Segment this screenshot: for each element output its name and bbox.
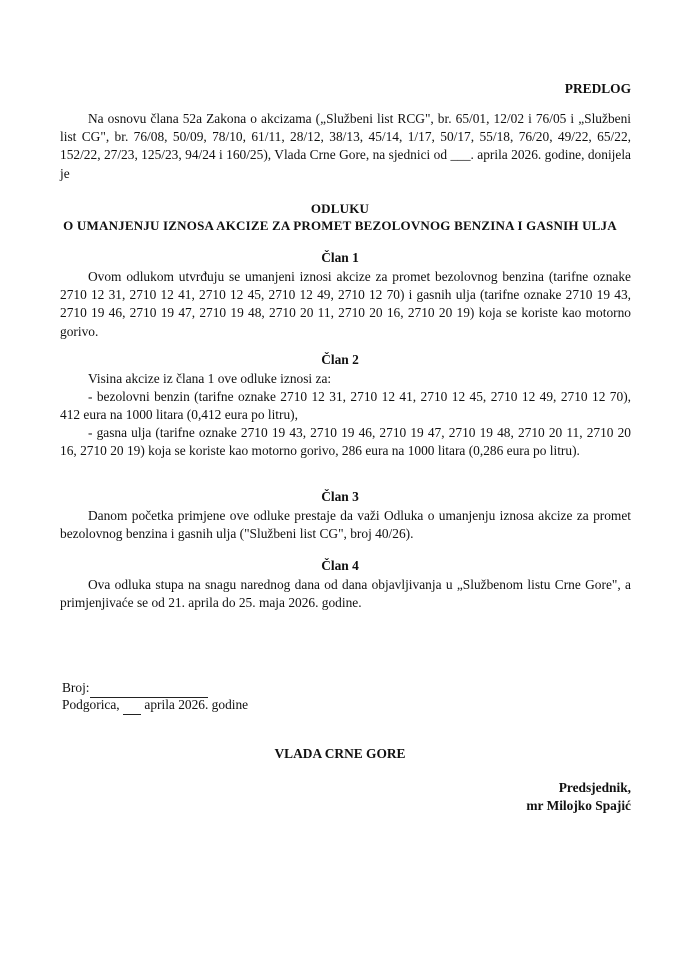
- date-suffix: aprila 2026. godine: [144, 697, 249, 712]
- article-1-heading: Član 1: [321, 250, 359, 265]
- preamble-paragraph: Na osnovu člana 52a Zakona o akcizama („Službeni list RCG", br. 65/01, 12/02 i 76/05 i „Službeni list CG", br. 76/08, 50/09, 78/10, 61/11, 28/12, 38/13, 45/14, 1/17, 50/17, 55/18, 76/20, 49/22, 65/22, 152/22, 27/23, 125/23, 94/24 i 160/25), Vlada Crne Gore, na sjednici od ___. aprila 2026. godine, donijela je: [60, 111, 631, 181]
- signatory-name: mr Milojko Spajić: [526, 798, 631, 813]
- article-4-heading: Član 4: [321, 558, 359, 573]
- predlog-label: PREDLOG: [564, 81, 631, 96]
- broj-label: Broj:: [62, 680, 90, 695]
- decision-subtitle: O UMANJENJU IZNOSA AKCIZE ZA PROMET BEZOLOVNOG BENZINA I GASNIH ULJA: [63, 218, 617, 233]
- article-3-text: Danom početka primjene ove odluke prestaje da važi Odluka o umanjenju iznosa akcize za promet bezolovnog benzina i gasnih ulja ("Službeni list CG", broj 40/26).: [60, 508, 631, 542]
- article-2-text: Visina akcize iz člana 1 ove odluke iznosi za:: [88, 371, 332, 386]
- place-date-line: [62, 696, 248, 715]
- signatory-title: Predsjednik,: [558, 780, 631, 795]
- government-name: VLADA CRNE GORE: [274, 746, 406, 761]
- article-2-item-diesel: - gasna ulja (tarifne oznake 2710 19 43, 2710 19 46, 2710 19 47, 2710 19 48, 2710 20 11, 2710 20 16, 2710 20 19) koja se koriste kao motorno gorivo, 286 eura na 1000 litara (0,286 eura po litru).: [60, 425, 631, 459]
- article-3-heading: Član 3: [321, 489, 359, 504]
- decision-title: ODLUKU: [310, 201, 370, 216]
- place-label: Podgorica,: [62, 697, 120, 712]
- article-1-text: Ovom odlukom utvrđuju se umanjeni iznosi akcize za promet bezolovnog benzina (tarifne oznake 2710 12 31, 2710 12 41, 2710 12 45, 2710 12 49, 2710 12 70) i gasnih ulja (tarifne oznake 2710 19 43, 2710 19 46, 2710 19 47, 2710 19 48, 2710 20 11, 2710 20 16, 2710 20 19) koja se koriste kao motorno gorivo.: [60, 269, 631, 339]
- article-2-item-petrol: - bezolovni benzin (tarifne oznake 2710 12 31, 2710 12 41, 2710 12 45, 2710 12 49, 2710 12 70), 412 eura na 1000 litara (0,412 eura po litru),: [60, 389, 631, 423]
- article-4-text: Ova odluka stupa na snagu narednog dana od dana objavljivanja u „Službenom listu Crne Gore", a primjenjivaće se od 21. aprila do 25. maja 2026. godine.: [60, 577, 631, 611]
- article-2-heading: Član 2: [321, 352, 359, 367]
- day-blank: [123, 696, 141, 715]
